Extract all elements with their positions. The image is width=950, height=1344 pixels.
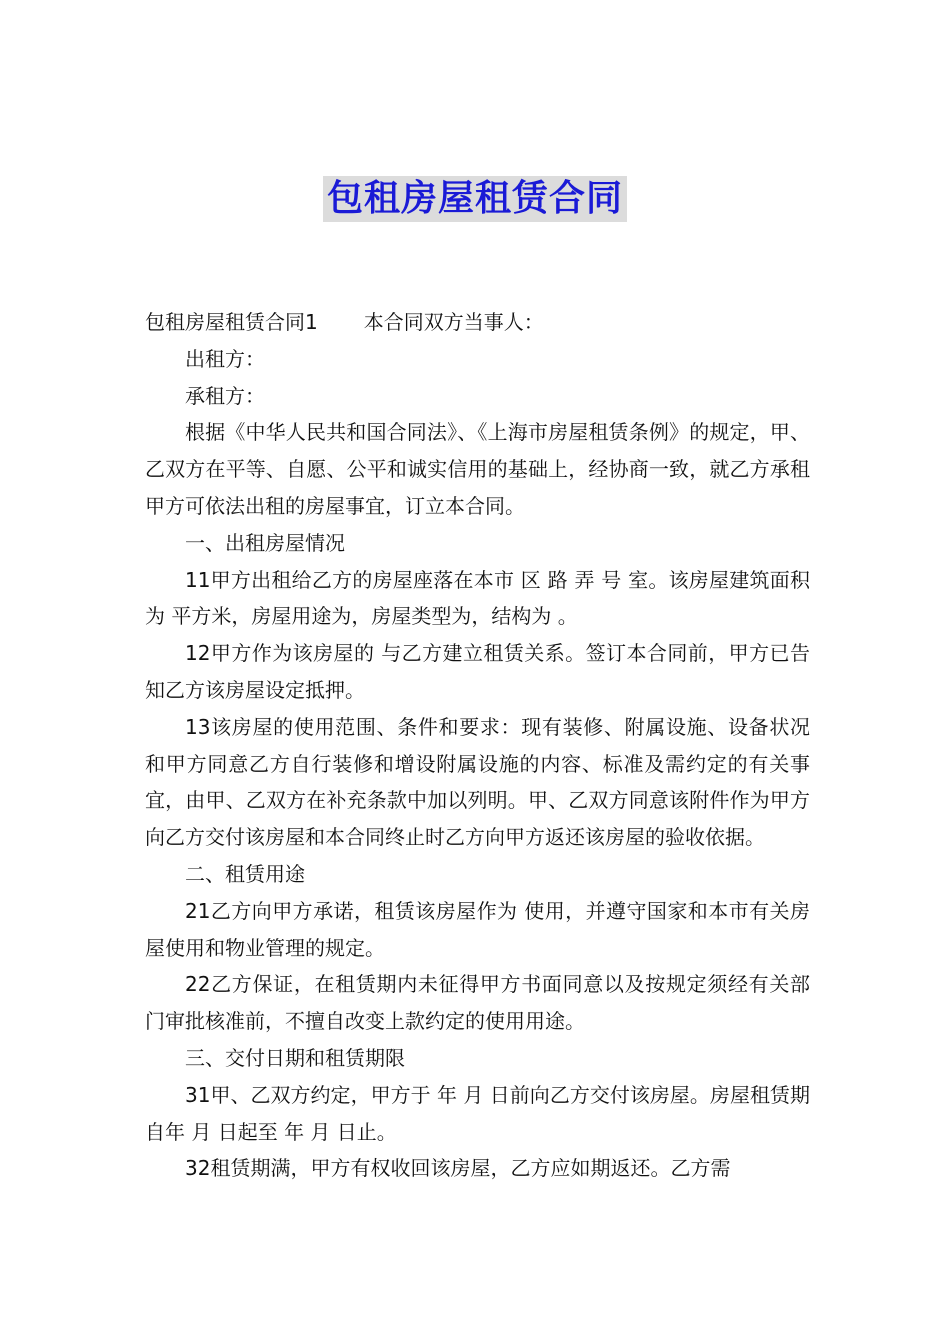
lead-paragraph xyxy=(145,304,810,341)
preamble-paragraph: 根据《中华人民共和国合同法》、《上海市房屋租赁条例》的规定，甲、乙双方在平等、自愿、公平和诚实信用的基础上，经协商一致，就乙方承租甲方可依法出租的房屋事宜，订立本合同。 xyxy=(145,420,810,518)
lessor-line: 出租方： xyxy=(185,346,265,371)
lead-parties-heading: 本合同双方当事人： xyxy=(363,310,544,334)
lessee-line: 承租方： xyxy=(185,383,265,408)
clause-1-1: 11甲方出租给乙方的房屋座落在本市 区 路 弄 号 室。该房屋建筑面积为 平方米，房屋用途为，房屋类型为，结构为 。 xyxy=(145,567,810,629)
clause-1-2: 12甲方作为该房屋的 与乙方建立租赁关系。签订本合同前，甲方已告知乙方该房屋设定抵押。 xyxy=(145,641,810,702)
title-container xyxy=(0,176,950,222)
clause-1-3: 13该房屋的使用范围、条件和要求：现有装修、附属设施、设备状况和甲方同意乙方自行装修和增设附属设施的内容、标准及需约定的有关事宜，由甲、乙双方在补充条款中加以列明。甲、乙双方同意该附件作为甲方向乙方交付该房屋和本合同终止时乙方向甲方返还该房屋的验收依据。 xyxy=(145,714,810,850)
clause-2-1: 21乙方向甲方承诺，租赁该房屋作为 使用，并遵守国家和本市有关房屋使用和物业管理的规定。 xyxy=(145,898,810,960)
document-body xyxy=(145,304,810,1187)
section-heading-2: 二、租赁用途 xyxy=(185,861,305,886)
clause-3-2: 32租赁期满，甲方有权收回该房屋，乙方应如期返还。乙方需 xyxy=(185,1156,731,1181)
lead-contract-name: 包租房屋租赁合同1 xyxy=(145,310,318,334)
clause-2-2: 22乙方保证，在租赁期内未征得甲方书面同意以及按规定须经有关部门审批核准前，不擅自改变上款约定的使用用途。 xyxy=(145,972,810,1034)
section-heading-3: 三、交付日期和租赁期限 xyxy=(185,1045,405,1070)
clause-3-1: 31甲、乙双方约定，甲方于 年 月 日前向乙方交付该房屋。房屋租赁期自年 月 日起至 年 月 日止。 xyxy=(145,1082,810,1144)
document-title: 包租房屋租赁合同 xyxy=(323,176,627,222)
section-heading-1: 一、出租房屋情况 xyxy=(185,530,345,555)
